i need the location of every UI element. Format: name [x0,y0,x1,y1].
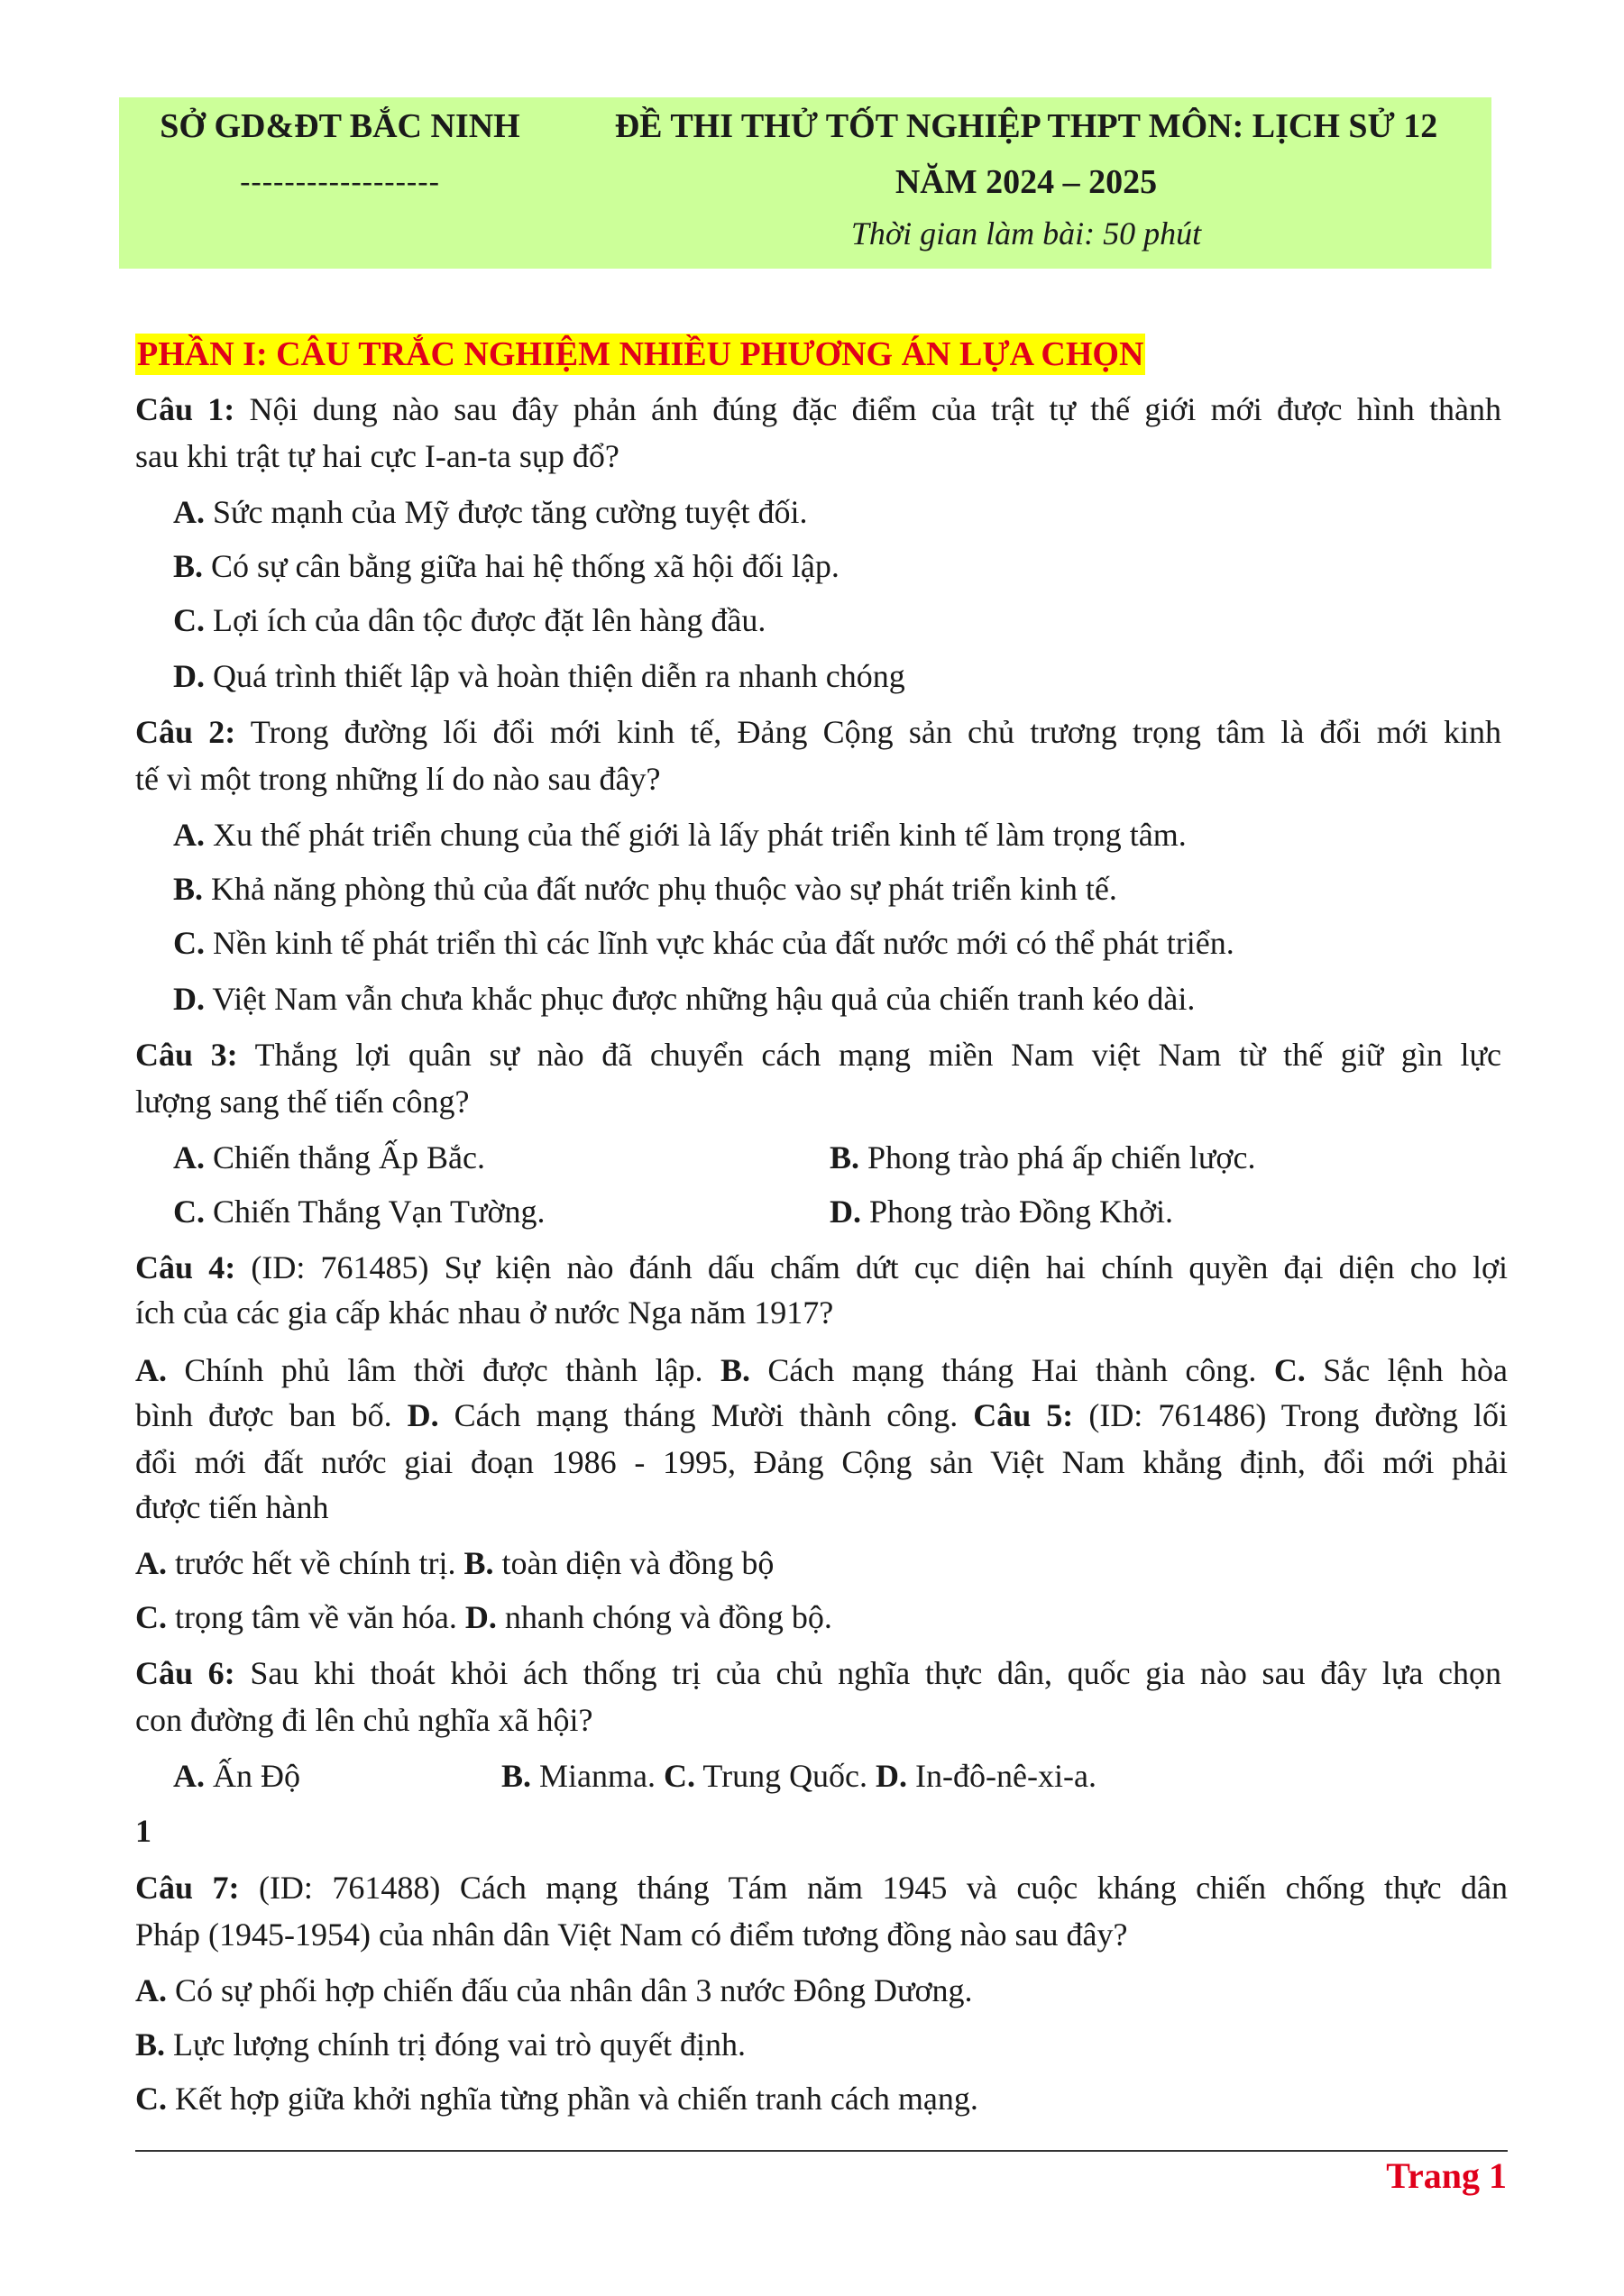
q4-q5-line: bình được ban bố. D. Cách mạng tháng Mười thành công. Câu 5: (ID: 761486) Trong đường lối [135,1397,1509,1433]
option-b: B. Phong trào phá ấp chiến lược. [830,1139,1256,1175]
option-a: A. Xu thế phát triển chung của thế giới là lấy phát triển kinh tế làm trọng tâm. [173,817,1187,853]
footer-divider [135,2150,1508,2152]
question-4 [135,1248,1508,1287]
question-text: (ID: 761486) Trong đường lối [1073,1397,1509,1433]
question-text: tế vì một trong những lí do nào sau đây? [135,761,661,797]
options-bcd: B. Mianma. C. Trung Quốc. D. In-đô-nê-xi-a. [501,1758,1096,1794]
question-text: (ID: 761485) Sự kiện nào đánh dấu chấm dứt cục diện hai chính quyền đại diện cho lợi [235,1249,1508,1285]
q4-options-line: A. Chính phủ lâm thời được thành lập. B. Cách mạng tháng Hai thành công. C. Sắc lệnh hòa [135,1352,1509,1388]
option-a: A. Chiến thắng Ấp Bắc. [173,1139,485,1175]
question-5-text: đổi mới đất nước giai đoạn 1986 - 1995, Đảng Cộng sản Việt Nam khẳng định, đổi mới phải [135,1444,1508,1480]
question-label: Câu 6: [135,1655,235,1691]
option-a: A. Sức mạnh của Mỹ được tăng cường tuyệt đối. [173,494,808,530]
option-b: B. Lực lượng chính trị đóng vai trò quyết định. [135,2026,746,2063]
q5-options-ab: A. trước hết về chính trị. B. toàn diện và đồng bộ [135,1545,775,1581]
page-number: 1 [135,1813,151,1849]
question-label: Câu 1: [135,391,235,427]
question-text: sau khi trật tự hai cực I-an-ta sụp đổ? [135,438,619,474]
question-text: Sau khi thoát khỏi ách thống trị của chủ nghĩa thực dân, quốc gia nào sau đây lựa chọn [234,1655,1501,1691]
question-label: Câu 4: [135,1249,236,1285]
question-text: Nội dung nào sau đây phản ánh đúng đặc điểm của trật tự thế giới mới được hình thành [234,391,1501,427]
header-dashes: ------------------ [240,165,440,198]
option-a: A. Ấn Độ [173,1758,300,1794]
department-name: SỞ GD&ĐT BẮC NINH [160,107,520,145]
exam-title: ĐỀ THI THỬ TỐT NGHIỆP THPT MÔN: LỊCH SỬ 12 [614,107,1438,145]
question-3 [135,1035,1501,1075]
question-text: lượng sang thế tiến công? [135,1084,470,1120]
question-2 [135,712,1501,752]
question-text: con đường đi lên chủ nghĩa xã hội? [135,1702,593,1738]
question-6 [135,1653,1501,1693]
question-label: Câu 5: [973,1397,1074,1433]
header-left [119,97,561,269]
page-footer: Trang 1 [1386,2155,1507,2196]
option-c: C. Lợi ích của dân tộc được đặt lên hàng đầu. [173,602,766,638]
option-b: B. Khả năng phòng thủ của đất nước phụ thuộc vào sự phát triển kinh tế. [173,871,1117,907]
question-label: Câu 7: [135,1870,240,1906]
question-text: Trong đường lối đổi mới kinh tế, Đảng Cộng sản chủ trương trọng tâm là đổi mới kinh [235,714,1501,750]
question-text: Pháp (1945-1954) của nhân dân Việt Nam có điểm tương đồng nào sau đây? [135,1916,1128,1953]
option-c: C. Kết hợp giữa khởi nghĩa từng phần và chiến tranh cách mạng. [135,2081,978,2117]
question-text: (ID: 761488) Cách mạng tháng Tám năm 1945 và cuộc kháng chiến chống thực dân [239,1870,1508,1906]
option-d: D. Quá trình thiết lập và hoàn thiện diễn ra nhanh chóng [173,658,905,694]
option-b: B. Có sự cân bằng giữa hai hệ thống xã hội đối lập. [173,548,840,584]
question-7 [135,1868,1508,1907]
question-1 [135,389,1501,429]
option-d: D. Phong trào Đồng Khởi. [830,1194,1174,1230]
question-text: Thắng lợi quân sự nào đã chuyển cách mạng miền Nam việt Nam từ thế giữ gìn lực [237,1037,1501,1073]
header-right [561,97,1491,269]
option-a: A. Có sự phối hợp chiến đấu của nhân dân 3 nước Đông Dương. [135,1972,973,2008]
option-c: C. Nền kinh tế phát triển thì các lĩnh vực khác của đất nước mới có thể phát triển. [173,925,1234,961]
option-d: D. Việt Nam vẫn chưa khắc phục được những hậu quả của chiến tranh kéo dài. [173,981,1196,1017]
question-label: Câu 3: [135,1037,238,1073]
q5-options-cd: C. trọng tâm về văn hóa. D. nhanh chóng và đồng bộ. [135,1599,832,1635]
section-title: PHẦN I: CÂU TRẮC NGHIỆM NHIỀU PHƯƠNG ÁN LỰA CHỌN [137,335,1144,373]
exam-time: Thời gian làm bài: 50 phút [850,215,1202,252]
exam-year: NĂM 2024 – 2025 [895,163,1158,201]
exam-header [119,97,1491,269]
question-text: ích của các gia cấp khác nhau ở nước Nga năm 1917? [135,1294,834,1331]
option-c: C. Chiến Thắng Vạn Tường. [173,1194,546,1230]
question-text: được tiến hành [135,1489,329,1525]
question-label: Câu 2: [135,714,236,750]
